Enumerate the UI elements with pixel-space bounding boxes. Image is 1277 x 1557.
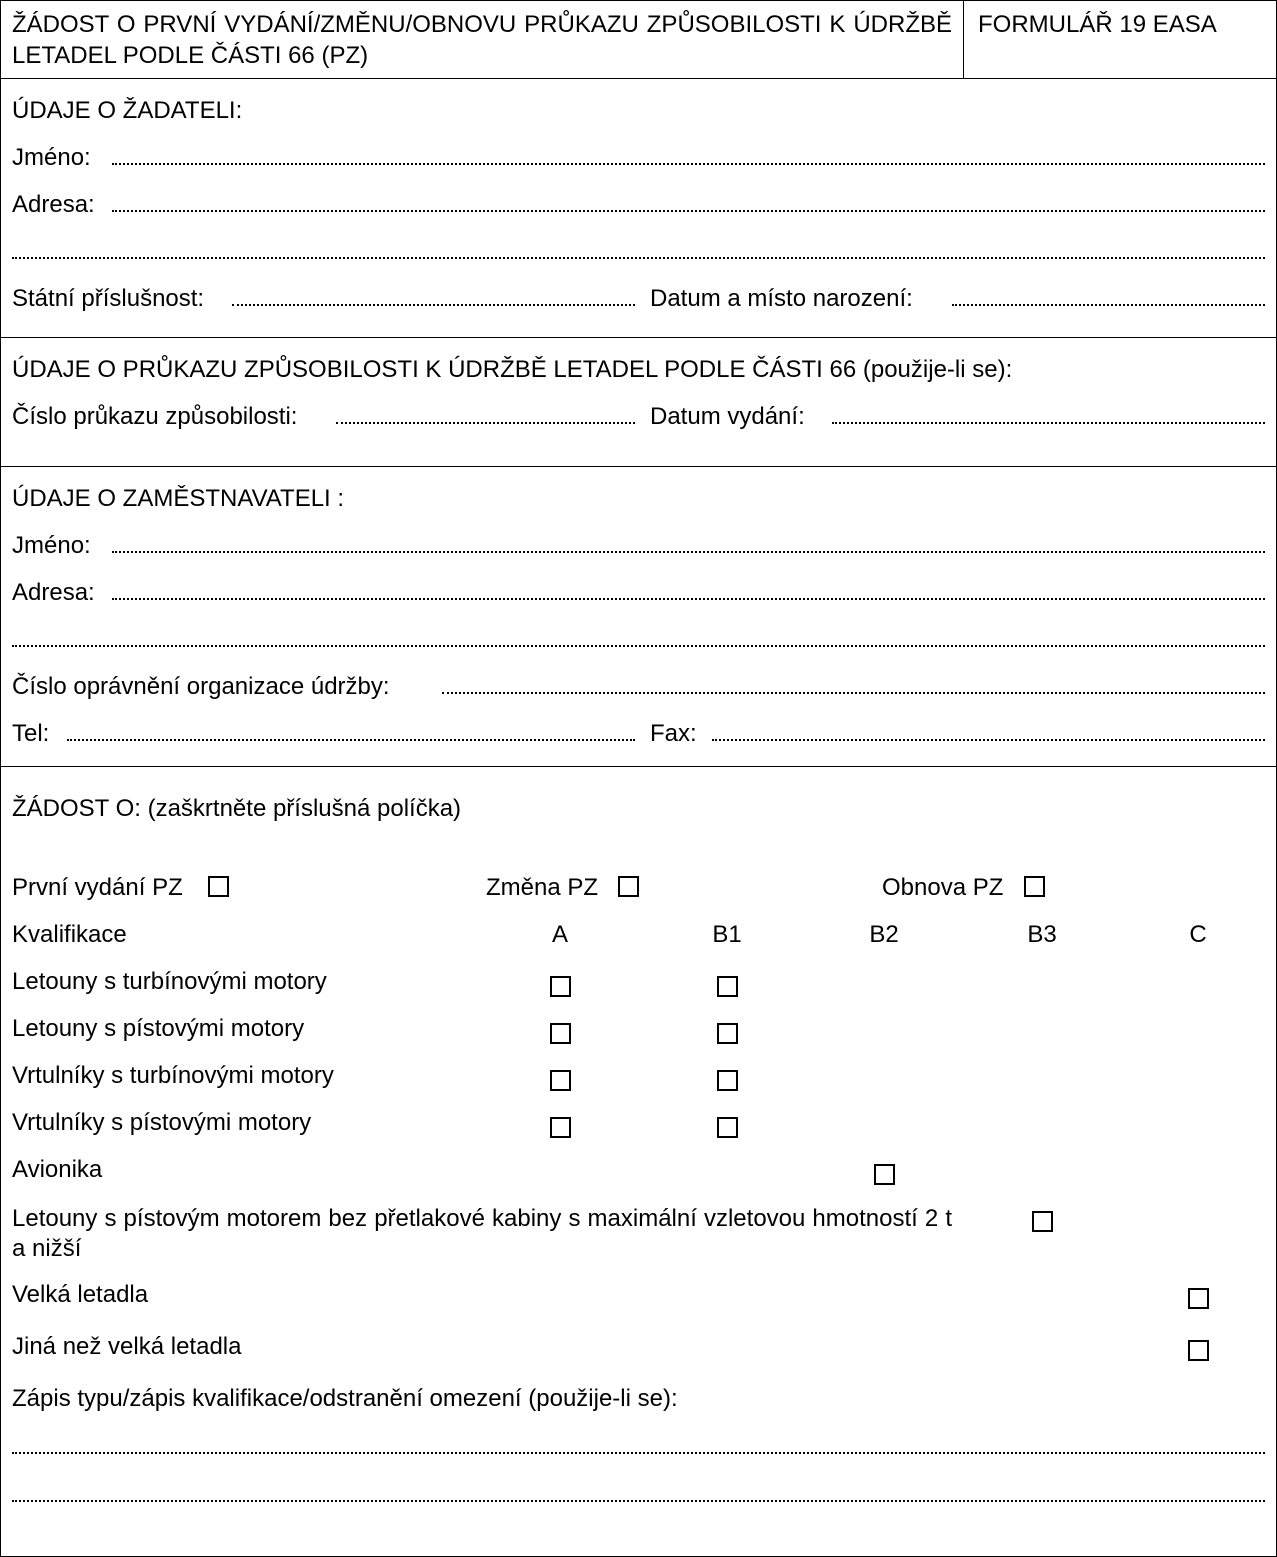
row-label-turbine-aeroplanes: Letouny s turbínovými motory	[12, 968, 327, 995]
checkbox-piston-helicopters-a[interactable]	[550, 1117, 571, 1138]
employer-address-field-2[interactable]	[12, 645, 1265, 647]
checkbox-turbine-helicopters-a[interactable]	[550, 1070, 571, 1091]
applicant-name-label: Jméno:	[12, 144, 91, 171]
row-label-turbine-helicopters: Vrtulníky s turbínovými motory	[12, 1062, 334, 1089]
checkbox-other-aircraft-c[interactable]	[1188, 1340, 1209, 1361]
checkbox-piston-aeroplanes-b1[interactable]	[717, 1023, 738, 1044]
checkbox-turbine-aeroplanes-b1[interactable]	[717, 976, 738, 997]
column-a: A	[551, 921, 568, 948]
applicant-nationality-field[interactable]	[232, 304, 635, 306]
column-b1: B1	[712, 921, 742, 948]
applicant-nationality-label: Státní příslušnost:	[12, 285, 205, 312]
applicant-address-field[interactable]	[112, 210, 1265, 212]
employer-name-label: Jméno:	[12, 532, 91, 559]
change-label: Změna PZ	[486, 874, 599, 901]
applicant-address-field-2[interactable]	[12, 257, 1265, 259]
checkbox-avionics-b2[interactable]	[874, 1164, 895, 1185]
checkbox-piston-unpressurised-b3[interactable]	[1032, 1211, 1053, 1232]
row-label-large-aircraft: Velká letadla	[12, 1281, 149, 1308]
row-label-piston-aeroplanes: Letouny s pístovými motory	[12, 1015, 305, 1042]
qualification-label: Kvalifikace	[12, 921, 127, 948]
employer-address-label: Adresa:	[12, 579, 95, 606]
licence-heading: ÚDAJE O PRŮKAZU ZPŮSOBILOSTI K ÚDRŽBĚ LETADEL PODLE ČÁSTI 66 (použije-li se):	[12, 356, 1013, 383]
endorsement-field[interactable]	[12, 1452, 1265, 1454]
endorsement-field-2[interactable]	[12, 1500, 1265, 1502]
licence-number-field[interactable]	[336, 422, 635, 424]
checkbox-piston-aeroplanes-a[interactable]	[550, 1023, 571, 1044]
form-title: ŽÁDOST O PRVNÍ VYDÁNÍ/ZMĚNU/OBNOVU PRŮKAZU ZPŮSOBILOSTI K ÚDRŽBĚ LETADEL PODLE ČÁSTI 66 (PZ)	[12, 11, 952, 69]
employer-fax-field[interactable]	[712, 739, 1265, 741]
change-checkbox[interactable]	[618, 876, 639, 897]
employer-heading: ÚDAJE O ZAMĚSTNAVATELI :	[12, 485, 345, 512]
section-divider	[0, 466, 1277, 467]
checkbox-turbine-helicopters-b1[interactable]	[717, 1070, 738, 1091]
checkbox-turbine-aeroplanes-a[interactable]	[550, 976, 571, 997]
row-label-piston-helicopters: Vrtulníky s pístovými motory	[12, 1109, 312, 1136]
column-b2: B2	[869, 921, 899, 948]
employer-tel-field[interactable]	[67, 739, 635, 741]
applicant-birth-label: Datum a místo narození:	[650, 285, 913, 312]
employer-fax-label: Fax:	[650, 720, 697, 747]
licence-issue-date-field[interactable]	[832, 422, 1265, 424]
employer-address-field[interactable]	[112, 598, 1265, 600]
row-label-avionics: Avionika	[12, 1156, 103, 1183]
checkbox-piston-helicopters-b1[interactable]	[717, 1117, 738, 1138]
applicant-address-label: Adresa:	[12, 191, 95, 218]
row-label-piston-unpressurised: Letouny s pístovým motorem bez přetlakové kabiny s maximální vzletovou hmotností 2 t a nižší	[12, 1205, 952, 1262]
first-issue-label: První vydání PZ	[12, 874, 183, 901]
licence-issue-date-label: Datum vydání:	[650, 403, 805, 430]
section-divider	[0, 78, 1277, 79]
renewal-checkbox[interactable]	[1024, 876, 1045, 897]
applicant-name-field[interactable]	[112, 163, 1265, 165]
first-issue-checkbox[interactable]	[208, 876, 229, 897]
section-divider	[0, 766, 1277, 767]
section-divider	[0, 337, 1277, 338]
row-label-other-aircraft: Jiná než velká letadla	[12, 1333, 242, 1360]
form-id: FORMULÁŘ 19 EASA	[978, 11, 1217, 38]
header-divider	[963, 0, 964, 78]
employer-tel-label: Tel:	[12, 720, 50, 747]
endorsement-label: Zápis typu/zápis kvalifikace/odstranění omezení (použije-li se):	[12, 1385, 678, 1412]
employer-approval-field[interactable]	[442, 692, 1265, 694]
applicant-birth-field[interactable]	[952, 304, 1265, 306]
applicant-heading: ÚDAJE O ŽADATELI:	[12, 97, 243, 124]
employer-approval-label: Číslo oprávnění organizace údržby:	[12, 673, 390, 700]
renewal-label: Obnova PZ	[882, 874, 1004, 901]
employer-name-field[interactable]	[112, 551, 1265, 553]
checkbox-large-aircraft-c[interactable]	[1188, 1288, 1209, 1309]
licence-number-label: Číslo průkazu způsobilosti:	[12, 403, 298, 430]
column-c: C	[1189, 921, 1207, 948]
column-b3: B3	[1027, 921, 1057, 948]
request-heading: ŽÁDOST O: (zaškrtněte příslušná políčka)	[12, 795, 462, 822]
